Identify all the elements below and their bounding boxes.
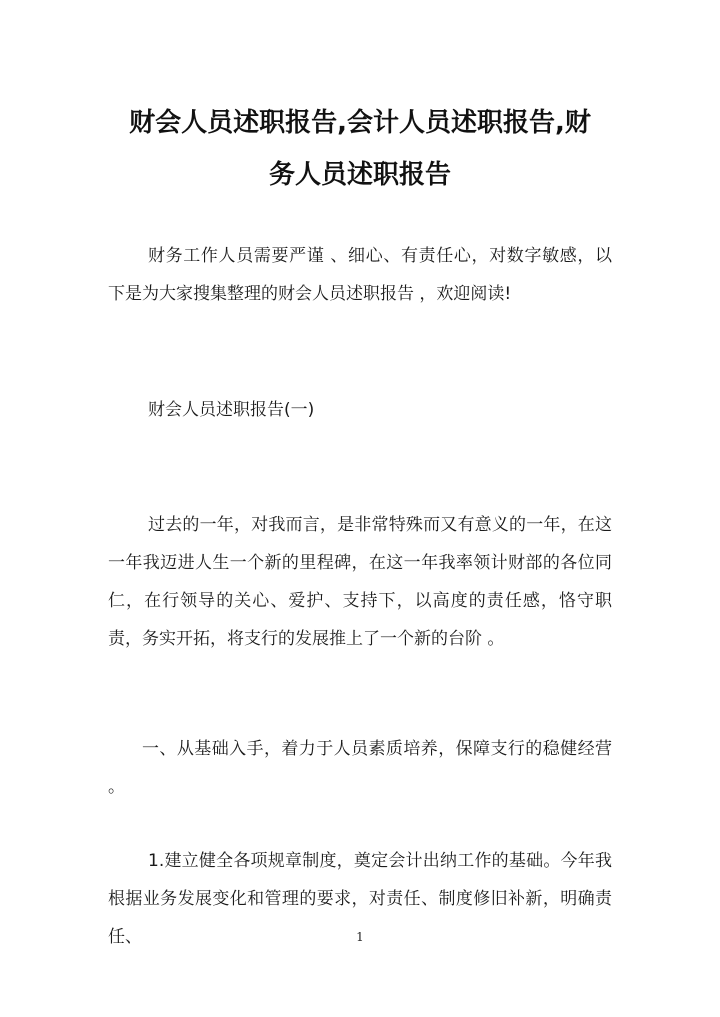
intro-paragraph: 财务工作人员需要严谨 、细心、有责任心，对数字敏感，以下是为大家搜集整理的财会人员述职报告 ，欢迎阅读! xyxy=(108,246,612,304)
document-title-line-2: 务人员述职报告 xyxy=(268,160,451,190)
point-heading-1: 一、从基础入手，着力于人员素质培养，保障支行的稳健经营 。 xyxy=(108,739,612,797)
document-title-line-1: 财会人员述职报告,会计人员述职报告,财 xyxy=(129,108,591,138)
body-paragraph-1: 过去的一年，对我而言，是非常特殊而又有意义的一年，在这一年我迈进人生一个新的里程碑，在这一年我率领计财部的各位同仁，在行领导的关心、爱护、支持下，以高度的责任感，恪守职责，务实开拓，将支行的发展推上了一个新的台阶 。 xyxy=(108,515,612,649)
section-heading: 财会人员述职报告(一) xyxy=(148,400,315,420)
page-number: 1 xyxy=(356,930,364,944)
body-paragraph-2: 1.建立健全各项规章制度，奠定会计出纳工作的基础。今年我根据业务发展变化和管理的要求，对责任、制度修旧补新，明确责任、 xyxy=(108,851,612,947)
